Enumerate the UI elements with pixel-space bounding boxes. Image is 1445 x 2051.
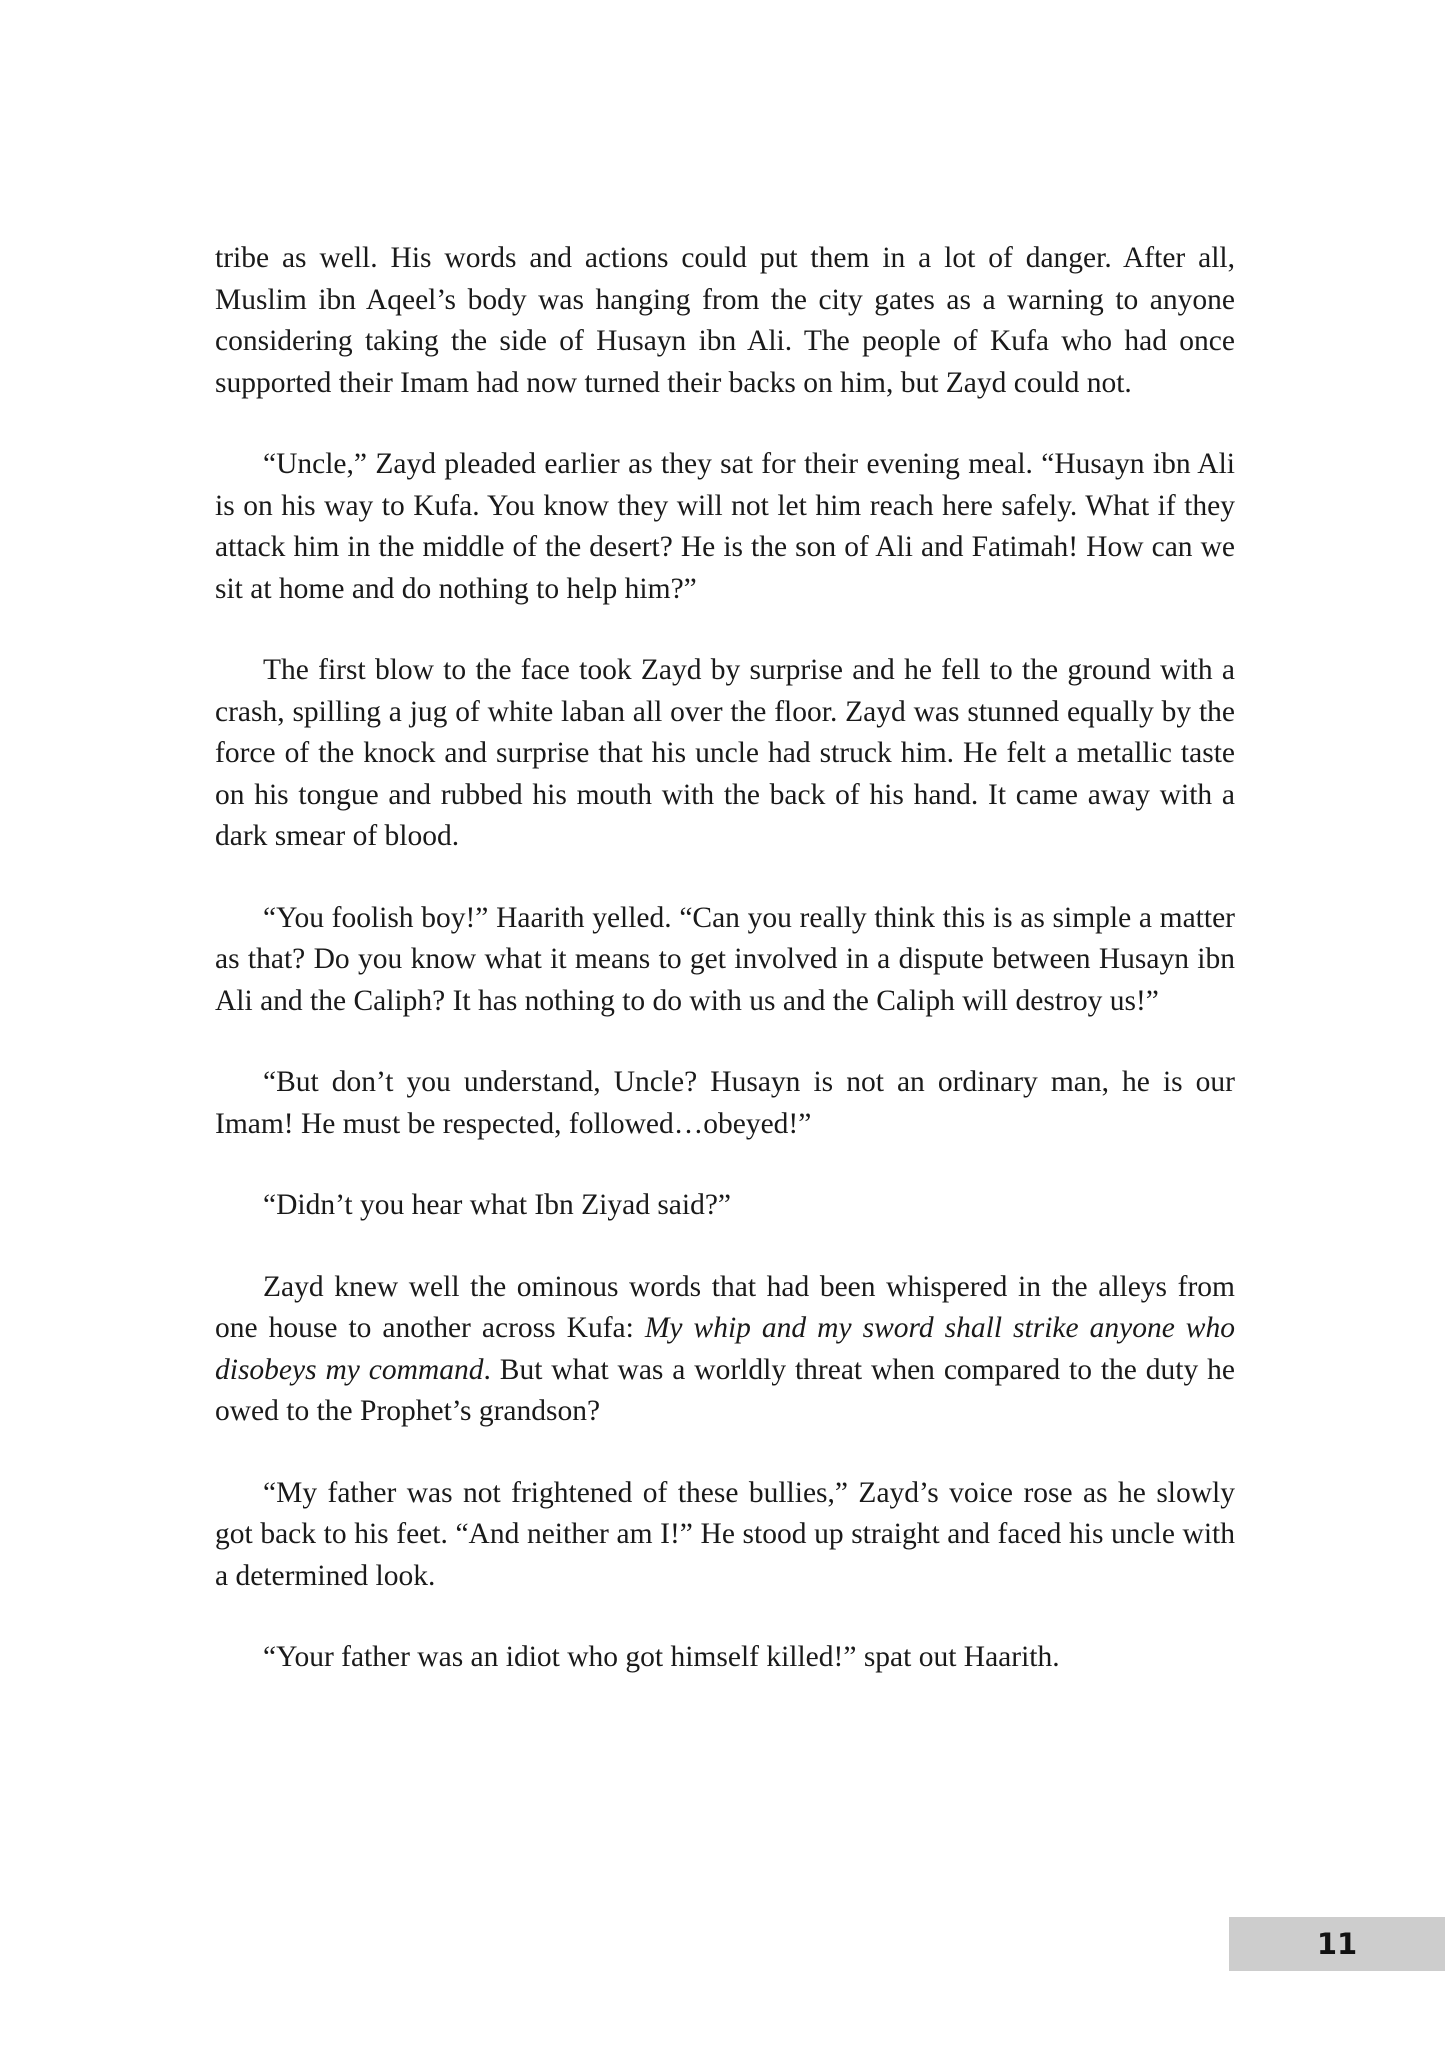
paragraph-9: “Your father was an idiot who got himself killed!” spat out Haarith. [263, 1641, 1060, 1673]
paragraph-7-tail: . But what was a worldly threat when compared to the duty he owed to the Prophet’s grandson? [215, 1353, 1235, 1427]
paragraph-7 [215, 1267, 1235, 1433]
page-body-text [215, 238, 1235, 1719]
page-number: 11 [1316, 1927, 1358, 1961]
paragraph-4: “You foolish boy!” Haarith yelled. “Can you really think this is as simple a matter as that? Do you know what it means to get involved in a dispute between Husayn ibn Ali and the Caliph? It has nothing to do with us and the Caliph will destroy us!” [215, 901, 1235, 1017]
paragraph-2: “Uncle,” Zayd pleaded earlier as they sat for their evening meal. “Husayn ibn Ali is on his way to Kufa. You know they will not let him reach here safely. What if they attack him in the middle of the desert? He is the son of Ali and Fatimah! How can we sit at home and do nothing to help him?” [215, 448, 1235, 605]
paragraph-5: “But don’t you understand, Uncle? Husayn is not an ordinary man, he is our Imam! He must be respected, followed…obeyed!” [215, 1066, 1235, 1140]
paragraph-1: tribe as well. His words and actions could put them in a lot of danger. After all, Muslim ibn Aqeel’s body was hanging from the city gates as a warning to anyone considering taking the side of Husayn ibn Ali. The people of Kufa who had once supported their Imam had now turned their backs on him, but Zayd could not. [215, 242, 1235, 399]
paragraph-7-quote: My whip and my sword shall strike anyone who disobeys my command [215, 1312, 1235, 1386]
paragraph-7-lead: Zayd knew well the ominous words that had been whispered in the alleys from one house to another across Kufa: [215, 1270, 1235, 1344]
paragraph-8: “My father was not frightened of these bullies,” Zayd’s voice rose as he slowly got back to his feet. “And neither am I!” He stood up straight and faced his uncle with a determined look. [215, 1476, 1235, 1592]
paragraph-3: The first blow to the face took Zayd by surprise and he fell to the ground with a crash, spilling a jug of white laban all over the floor. Zayd was stunned equally by the force of the knock and surprise that his uncle had struck him. He felt a metallic taste on his tongue and rubbed his mouth with the back of his hand. It came away with a dark smear of blood. [215, 654, 1235, 852]
page-number-tab [1229, 1917, 1445, 1971]
paragraph-6: “Didn’t you hear what Ibn Ziyad said?” [263, 1189, 732, 1221]
